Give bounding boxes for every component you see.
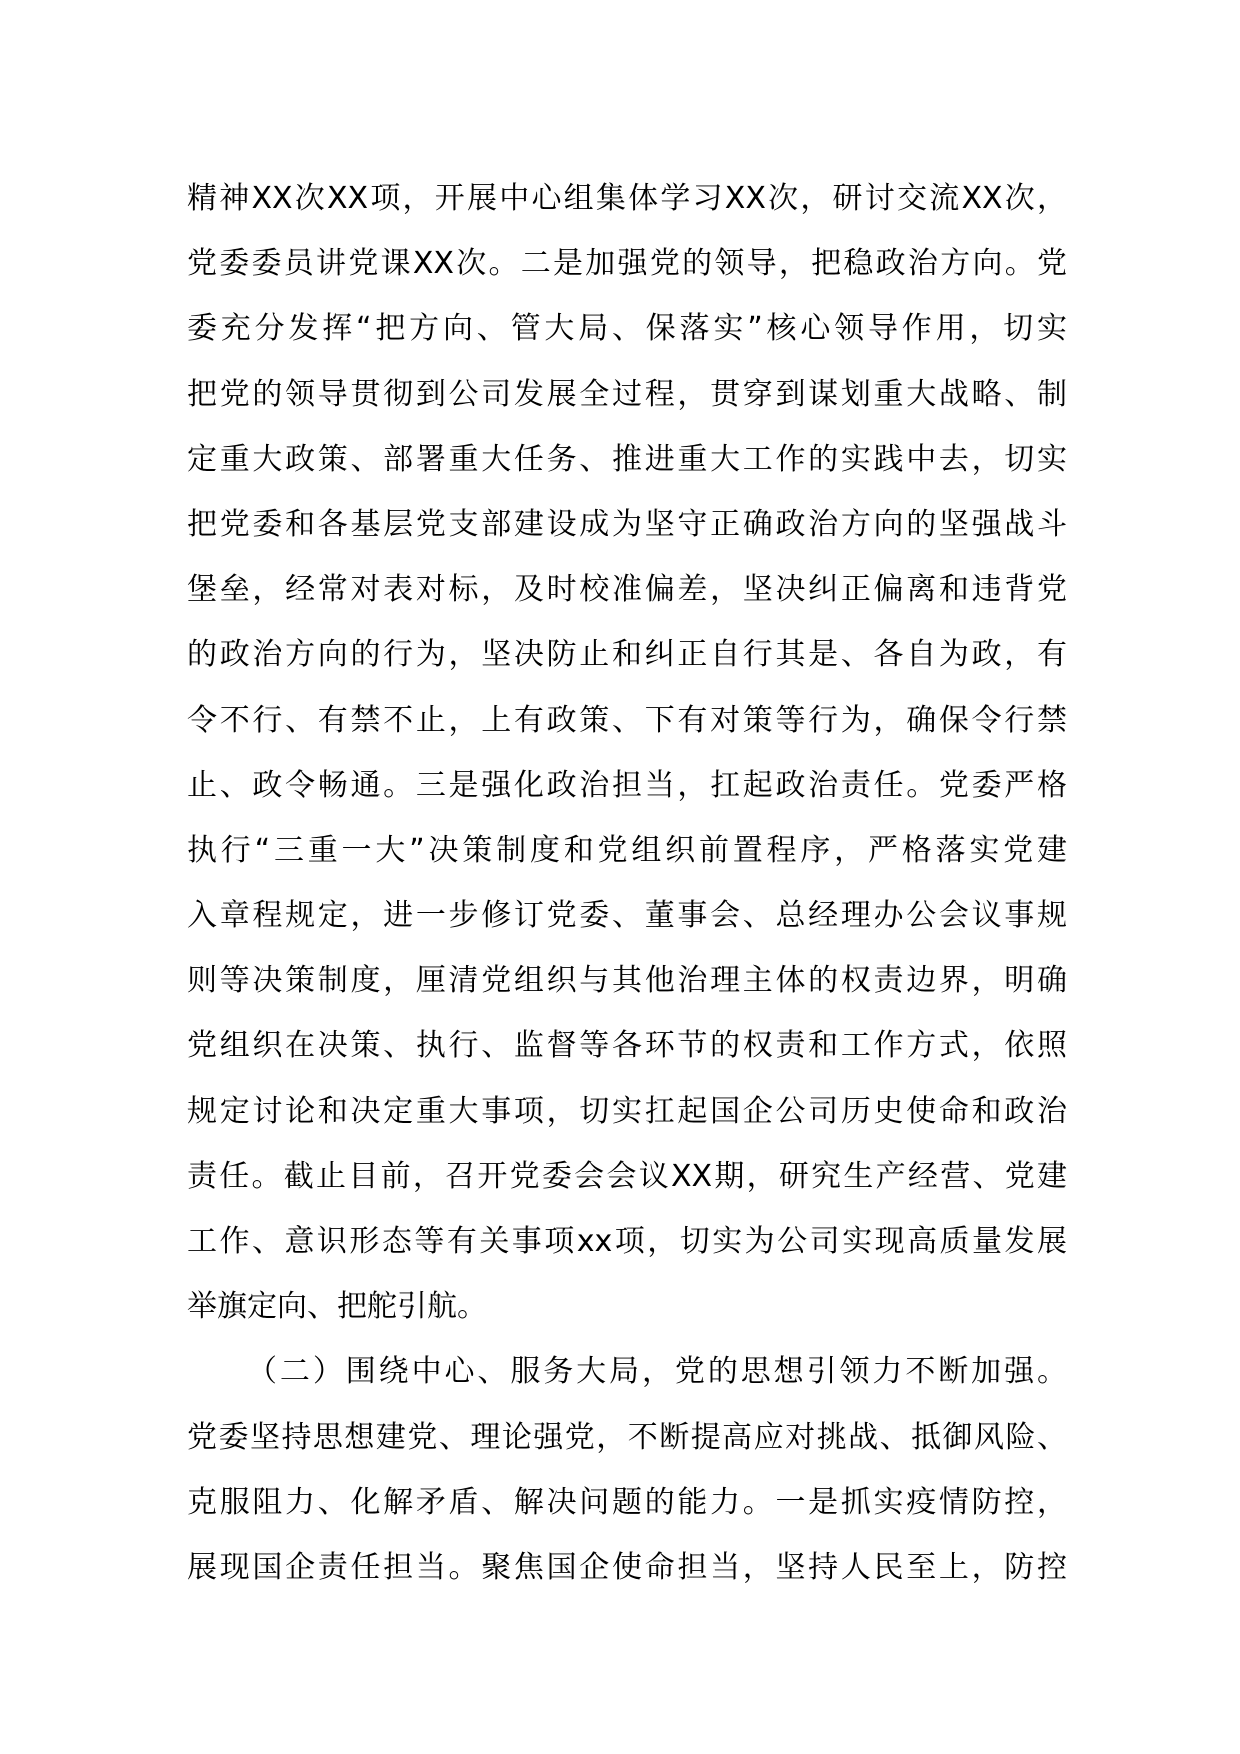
text-line: 克服阻力、化解矛盾、解决问题的能力。一是抓实疫情防控，: [187, 1484, 1067, 1520]
text-line: 定重大政策、部署重大任务、推进重大工作的实践中去，切实: [187, 441, 1067, 477]
text-line: 委充分发挥“把方向、管大局、保落实”核心领导作用，切实: [187, 311, 1067, 347]
text-line: 党组织在决策、执行、监督等各环节的权责和工作方式，依照: [187, 1028, 1067, 1064]
section-heading: （二）围绕中心、服务大局，党的思想引领力不断加强。: [247, 1354, 1067, 1390]
text-line: 党委坚持思想建党、理论强党，不断提高应对挑战、抵御风险、: [187, 1419, 1067, 1455]
text-line: 责任。截止目前，召开党委会会议XX期，研究生产经营、党建: [187, 1158, 1067, 1194]
text-line: 止、政令畅通。三是强化政治担当，扛起政治责任。党委严格: [187, 767, 1067, 803]
text-line: 的政治方向的行为，坚决防止和纠正自行其是、各自为政，有: [187, 637, 1067, 673]
text-line: 入章程规定，进一步修订党委、董事会、总经理办公会议事规: [187, 898, 1067, 934]
text-line: 令不行、有禁不止，上有政策、下有对策等行为，确保令行禁: [187, 702, 1067, 738]
text-line: 规定讨论和决定重大事项，切实扛起国企公司历史使命和政治: [187, 1093, 1067, 1129]
text-line: 堡垒，经常对表对标，及时校准偏差，坚决纠正偏离和违背党: [187, 572, 1067, 608]
text-line: 精神XX次XX项，开展中心组集体学习XX次，研讨交流XX次，: [187, 181, 1067, 216]
body-text: [187, 166, 1067, 1600]
text-line: 党委委员讲党课XX次。二是加强党的领导，把稳政治方向。党: [187, 246, 1067, 282]
text-line: 工作、意识形态等有关事项xx项，切实为公司实现高质量发展: [187, 1224, 1067, 1259]
text-line: 则等决策制度，厘清党组织与其他治理主体的权责边界，明确: [187, 963, 1067, 999]
paragraph-end-line: 举旗定向、把舵引航。: [187, 1289, 487, 1325]
text-line: 执行“三重一大”决策制度和党组织前置程序，严格落实党建: [187, 832, 1067, 868]
text-line: 展现国企责任担当。聚焦国企使命担当，坚持人民至上，防控: [187, 1549, 1067, 1585]
text-line: 把党的领导贯彻到公司发展全过程，贯穿到谋划重大战略、制: [187, 376, 1067, 412]
text-line: 把党委和各基层党支部建设成为坚守正确政治方向的坚强战斗: [187, 506, 1067, 542]
